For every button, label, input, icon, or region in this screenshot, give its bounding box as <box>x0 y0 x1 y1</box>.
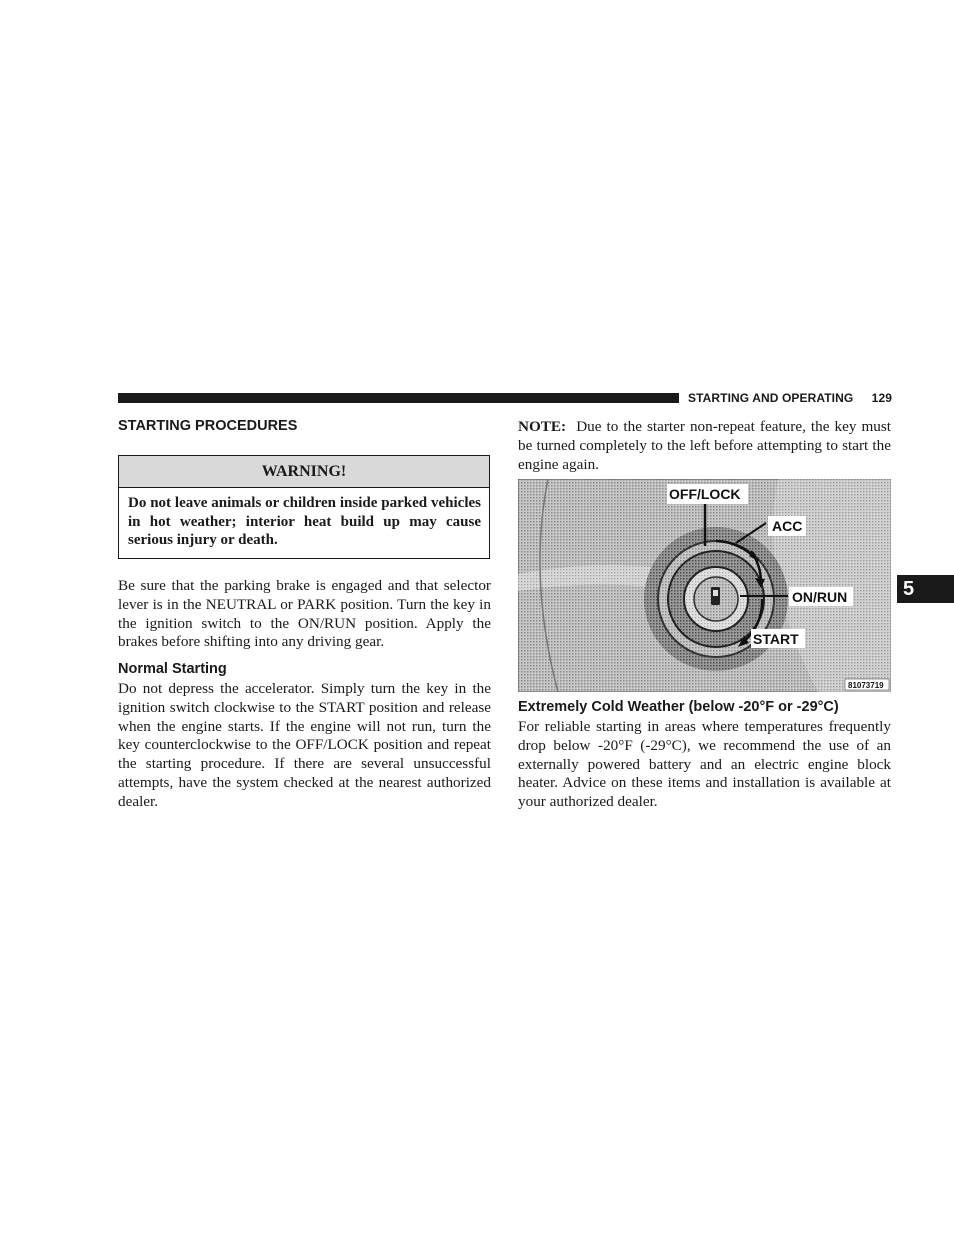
header-rule <box>118 393 679 403</box>
ignition-switch-figure <box>518 479 891 692</box>
acc-label: ACC <box>772 518 803 534</box>
cold-weather-text: For reliable starting in areas where temperatures frequently drop below -20°F (-29°C), we recommend the use of an externally powered battery and an electric engine block heater. Advice on these items and installation is available at your authorized dealer. <box>518 718 891 811</box>
header-section-title: STARTING AND OPERATING <box>688 391 854 405</box>
page-number: 129 <box>871 391 892 405</box>
note-text: Due to the starter non-repeat feature, the key must be turned completely to the left before attempting to start the engine again. <box>518 418 891 473</box>
on-run-label: ON/RUN <box>792 589 848 605</box>
normal-starting-heading: Normal Starting <box>118 661 227 677</box>
warning-text: Do not leave animals or children inside parked vehicles in hot weather; interior heat build up may cause serious injury or death. <box>128 495 481 549</box>
start-label: START <box>753 631 799 647</box>
cold-weather-heading: Extremely Cold Weather (below -20°F or -29°C) <box>518 699 839 715</box>
running-header <box>688 391 892 405</box>
section-title: STARTING PROCEDURES <box>118 418 298 434</box>
chapter-tab: 5 <box>897 575 954 603</box>
warning-box <box>118 455 490 559</box>
note-label: NOTE: <box>518 418 567 435</box>
figure-id: 81073719 <box>848 681 884 690</box>
note-paragraph <box>518 418 891 474</box>
off-lock-label: OFF/LOCK <box>669 486 741 502</box>
normal-starting-text: Do not depress the accelerator. Simply turn the key in the ignition switch clockwise to the START position and release when the engine starts. If the engine will not run, turn the key counterclockwise to the OFF/LOCK position and repeat the starting procedure. If there are several unsuccessful attempts, have the system checked at the nearest authorized dealer. <box>118 680 491 810</box>
key-slot-mark <box>713 590 718 596</box>
warning-heading: WARNING! <box>119 456 489 488</box>
intro-paragraph: Be sure that the parking brake is engaged and that selector lever is in the NEUTRAL or PARK position. Turn the key in the ignition switch to the ON/RUN position. Apply the brakes before shifting into any driving gear. <box>118 577 491 651</box>
